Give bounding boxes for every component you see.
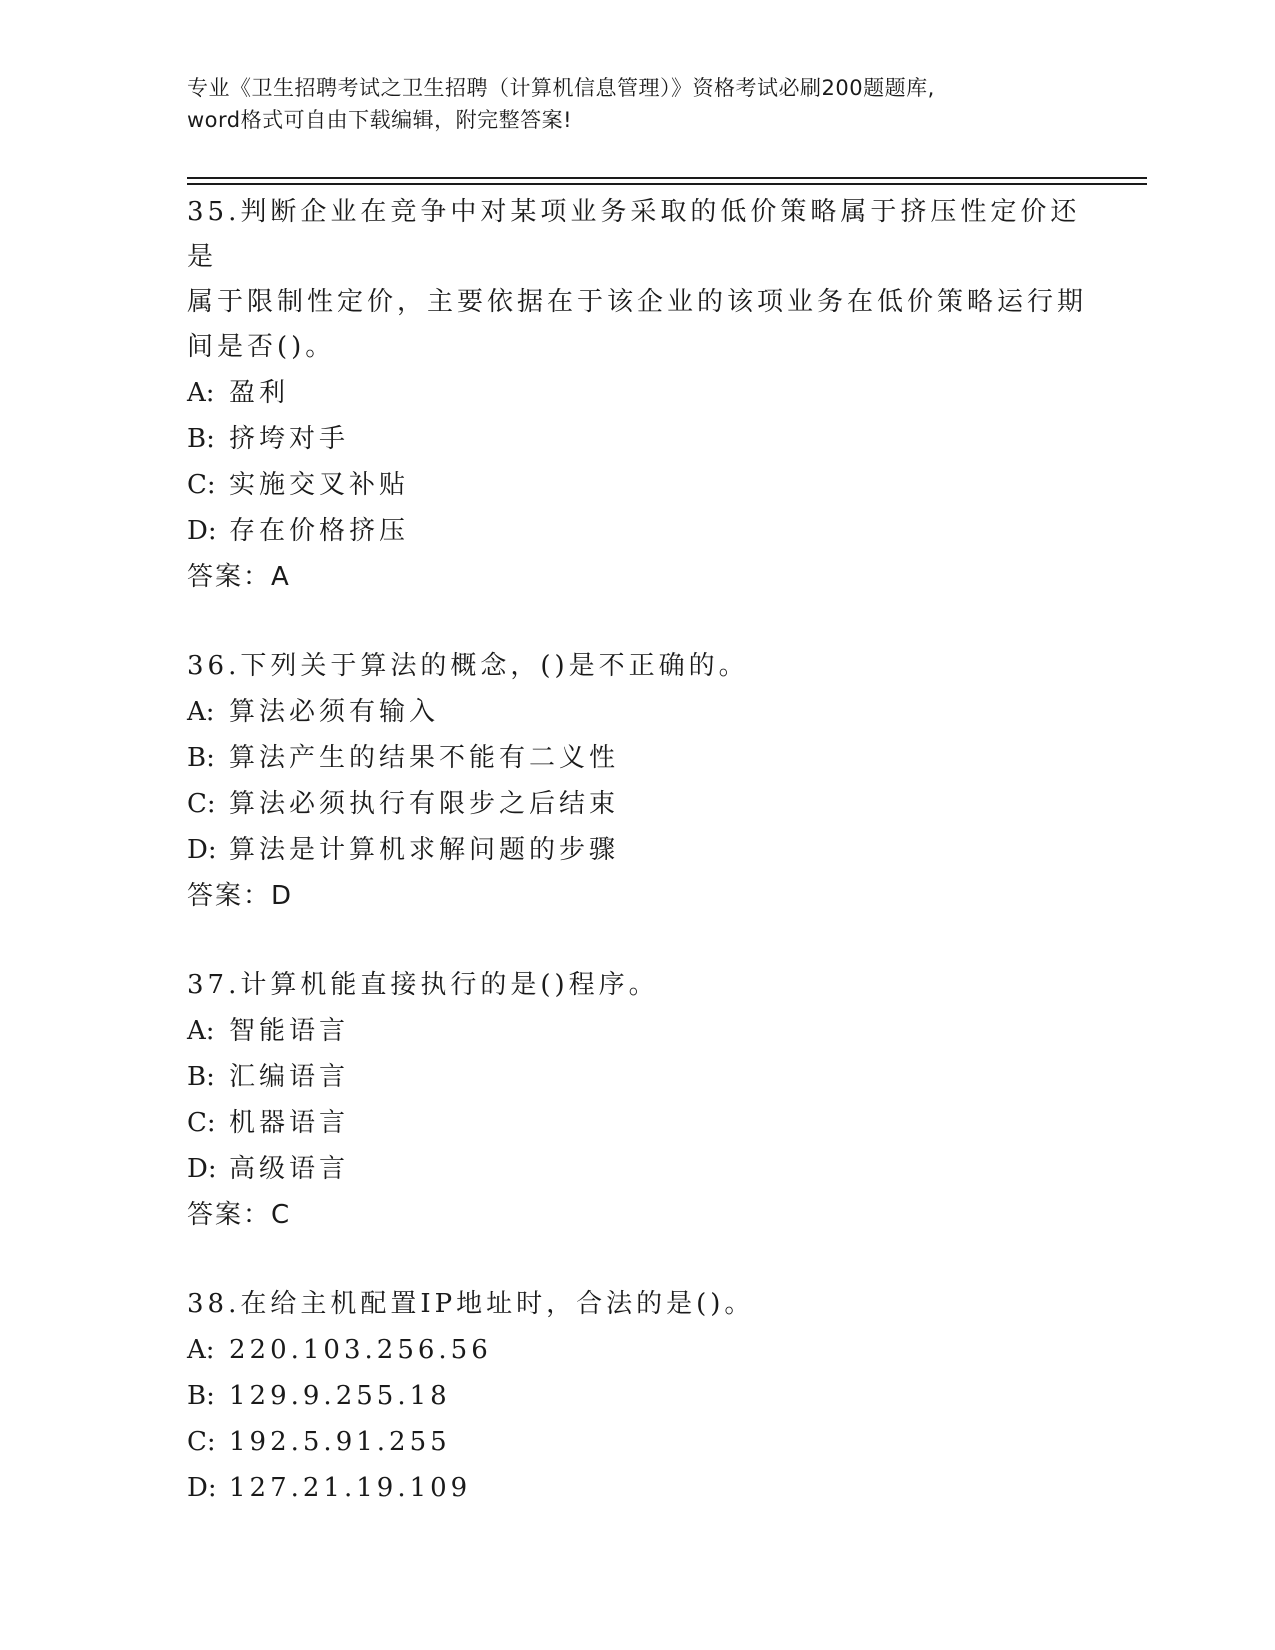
option-text: 存在价格挤压 (229, 516, 410, 546)
header-line-1: 专业《卫生招聘考试之卫生招聘（计算机信息管理）》资格考试必刷200题题库, (187, 76, 935, 100)
option-text: 算法产生的结果不能有二义性 (229, 743, 620, 773)
option-letter: B: (187, 424, 215, 454)
header-divider-top (187, 177, 1147, 179)
option-d (187, 827, 1087, 873)
header-divider-bottom (187, 183, 1147, 185)
option-b (187, 735, 1087, 781)
stem-line: 间是否()。 (187, 332, 336, 362)
option-d (187, 508, 1087, 554)
stem-line: 37.计算机能直接执行的是()程序。 (187, 970, 659, 1000)
option-letter: C: (187, 470, 216, 500)
document-header (187, 72, 1087, 136)
option-letter: D: (187, 835, 217, 865)
answer-line: 答案：C (187, 1200, 292, 1230)
stem-line: 36.下列关于算法的概念，()是不正确的。 (187, 651, 749, 681)
option-b (187, 416, 1087, 462)
option-c (187, 1419, 1087, 1465)
option-b (187, 1373, 1087, 1419)
option-letter: B: (187, 1062, 215, 1092)
option-d (187, 1465, 1087, 1511)
option-text: 算法是计算机求解问题的步骤 (229, 835, 620, 865)
option-text: 实施交叉补贴 (229, 470, 410, 500)
option-text: 算法必须执行有限步之后结束 (229, 789, 620, 819)
option-letter: A: (187, 697, 215, 727)
question-36 (187, 644, 1087, 919)
question-stem (187, 190, 1087, 370)
option-letter: B: (187, 1381, 215, 1411)
option-text: 127.21.19.109 (229, 1473, 472, 1503)
option-b (187, 1054, 1087, 1100)
option-text: 机器语言 (229, 1108, 350, 1138)
option-text: 129.9.255.18 (229, 1381, 451, 1411)
stem-line: 35.判断企业在竞争中对某项业务采取的低价策略属于挤压性定价还是 (187, 197, 1081, 272)
question-35 (187, 190, 1087, 600)
option-text: 智能语言 (229, 1016, 350, 1046)
option-c (187, 462, 1087, 508)
option-text: 高级语言 (229, 1154, 350, 1184)
option-text: 220.103.256.56 (229, 1335, 492, 1365)
option-text: 汇编语言 (229, 1062, 350, 1092)
question-stem (187, 963, 1087, 1008)
option-text: 盈利 (229, 378, 290, 408)
option-letter: A: (187, 1016, 215, 1046)
option-a (187, 689, 1087, 735)
option-letter: D: (187, 516, 217, 546)
header-line-2: word格式可自由下载编辑，附完整答案! (187, 108, 573, 132)
option-c (187, 1100, 1087, 1146)
option-c (187, 781, 1087, 827)
question-stem (187, 644, 1087, 689)
question-37 (187, 963, 1087, 1238)
answer-line: 答案：A (187, 562, 291, 592)
stem-line: 38.在给主机配置IP地址时，合法的是()。 (187, 1289, 755, 1319)
option-letter: C: (187, 789, 216, 819)
option-letter: D: (187, 1154, 217, 1184)
option-letter: B: (187, 743, 215, 773)
option-text: 挤垮对手 (229, 424, 350, 454)
question-38 (187, 1282, 1087, 1511)
option-text: 算法必须有输入 (229, 697, 440, 727)
option-text: 192.5.91.255 (229, 1427, 451, 1457)
option-a (187, 1008, 1087, 1054)
option-letter: A: (187, 378, 215, 408)
question-stem (187, 1282, 1087, 1327)
option-letter: C: (187, 1427, 216, 1457)
question-list (187, 190, 1087, 1555)
answer-line: 答案：D (187, 881, 294, 911)
option-letter: A: (187, 1335, 215, 1365)
option-a (187, 370, 1087, 416)
stem-line: 属于限制性定价，主要依据在于该企业的该项业务在低价策略运行期 (187, 287, 1088, 317)
option-d (187, 1146, 1087, 1192)
option-letter: D: (187, 1473, 217, 1503)
option-letter: C: (187, 1108, 216, 1138)
option-a (187, 1327, 1087, 1373)
